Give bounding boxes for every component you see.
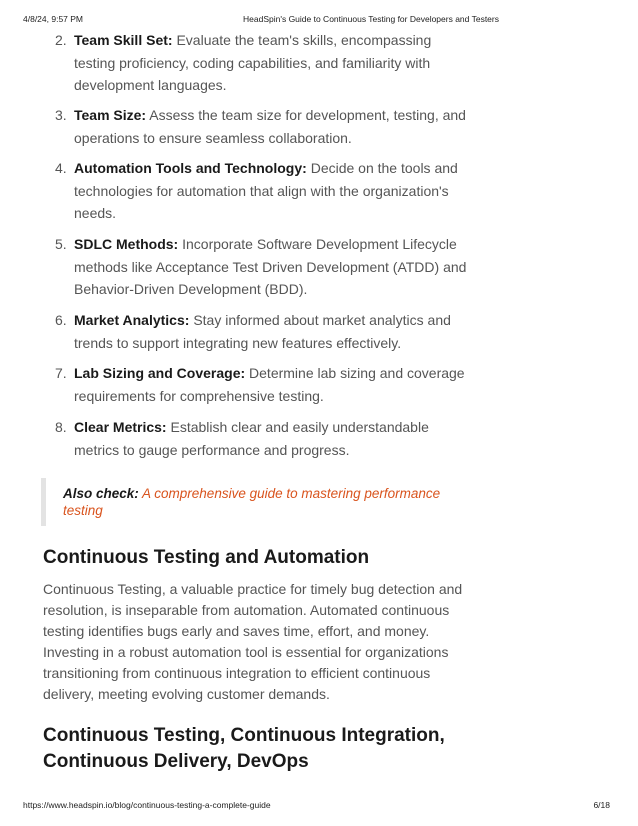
section-paragraph: Continuous Testing, a valuable practice for timely bug detection and resolution, is inseparable from automation. Automated continuous testing identifies bugs early and saves time, effort, and money. Investing in a robust automation tool is essential for organizations transitioning from continuous integration to efficient continuous delivery, meeting evolving customer demands.: [43, 581, 463, 702]
list-label: Clear Metrics:: [74, 419, 167, 435]
list-number: 5.: [55, 236, 67, 252]
list-text: Evaluate the team's skills, encompassing testing proficiency, coding capabilities, and familiarity with development languages.: [74, 32, 432, 93]
print-url: https://www.headspin.io/blog/continuous-testing-a-complete-guide: [23, 800, 271, 810]
list-label: SDLC Methods:: [74, 236, 179, 252]
list-number: 4.: [55, 160, 67, 176]
list-label: Team Skill Set:: [74, 32, 173, 48]
list-number: 8.: [55, 419, 67, 435]
list-label: Lab Sizing and Coverage:: [74, 365, 246, 381]
list-text: Decide on the tools and technologies for automation that align with the organization's needs.: [74, 160, 458, 221]
callout-label: Also check:: [63, 486, 139, 501]
print-title: HeadSpin's Guide to Continuous Testing for Developers and Testers: [243, 14, 499, 24]
list-text: Incorporate Software Development Lifecycle methods like Acceptance Test Driven Development (ATDD) and Behavior-Driven Development (BDD).: [74, 236, 467, 297]
list-number: 2.: [55, 32, 67, 48]
list-label: Automation Tools and Technology:: [74, 160, 307, 176]
section-heading: Continuous Testing and Automation: [43, 547, 370, 568]
list-text: Determine lab sizing and coverage requirements for comprehensive testing.: [74, 365, 465, 404]
list-number: 6.: [55, 312, 67, 328]
list-number: 3.: [55, 107, 67, 123]
list-label: Team Size:: [74, 107, 147, 123]
list-label: Market Analytics:: [74, 312, 190, 328]
list-text: Assess the team size for development, testing, and operations to ensure seamless collaboration.: [74, 107, 466, 146]
list-number: 7.: [55, 365, 67, 381]
callout-link[interactable]: A comprehensive guide to mastering performance testing: [63, 486, 441, 518]
list-text: Stay informed about market analytics and trends to support integrating new features effectively.: [74, 312, 451, 351]
list-text: Establish clear and easily understandable metrics to gauge performance and progress.: [74, 419, 429, 458]
section-heading: Continuous Testing, Continuous Integration, Continuous Delivery, DevOps: [43, 725, 445, 772]
print-datetime: 4/8/24, 9:57 PM: [23, 14, 84, 24]
also-check-callout: [41, 478, 466, 526]
page-number: 6/18: [593, 800, 610, 810]
